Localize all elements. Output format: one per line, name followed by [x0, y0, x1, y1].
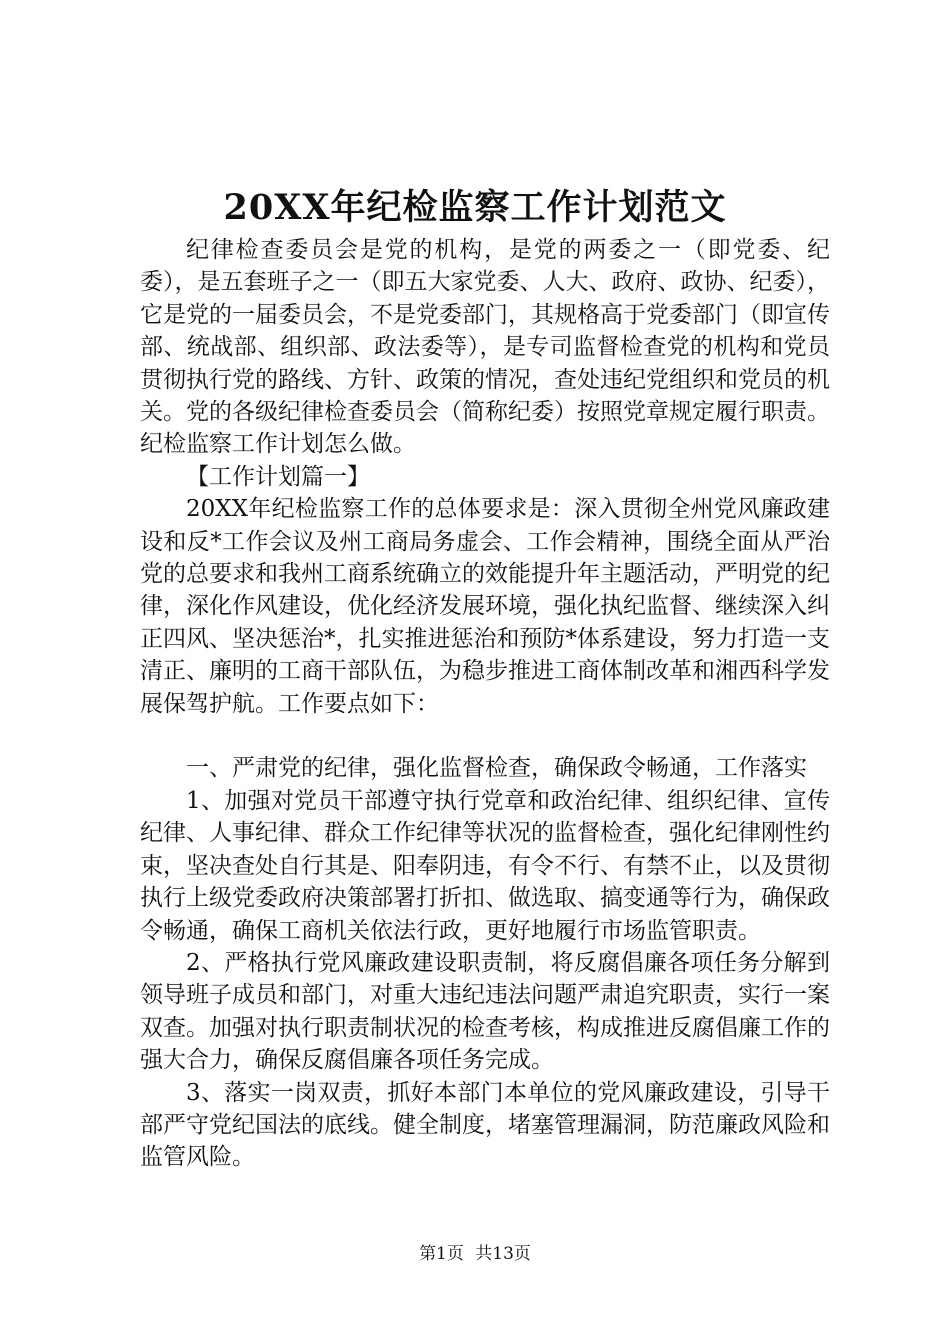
list-item-2: 2、严格执行党风廉政建设职责制，将反腐倡廉各项任务分解到领导班子成员和部门，对重大违纪违法问题严肃追究职责，实行一案双查。加强对执行职责制状况的检查考核，构成推进反腐倡廉工作的强大合力，确保反腐倡廉各项任务完成。 [140, 949, 830, 1074]
section-heading-one: 一、严肃党的纪律，强化监督检查，确保政令畅通，工作落实 [186, 755, 807, 782]
page-total: 共13页 [475, 1244, 531, 1264]
document-body [140, 234, 830, 1174]
section-heading-plan-one: 【工作计划篇一】 [186, 463, 370, 490]
intro-paragraph: 纪律检查委员会是党的机构，是党的两委之一（即党委、纪委），是五套班子之一（即五大家党委、人大、政府、政协、纪委），它是党的一届委员会，不是党委部门，其规格高于党委部门（即宣传部、统战部、组织部、政法委等），是专司监督检查党的机构和党员贯彻执行党的路线、方针、政策的情况，查处违纪党组织和党员的机关。党的各级纪律检查委员会（简称纪委）按照党章规定履行职责。纪检监察工作计划怎么做。 [140, 237, 830, 458]
list-item-1: 1、加强对党员干部遵守执行党章和政治纪律、组织纪律、宣传纪律、人事纪律、群众工作纪律等状况的监督检查，强化纪律刚性约束，坚决查处自行其是、阳奉阴违，有令不行、有禁不止，以及贯彻执行上级党委政府决策部署打折扣、做选取、搞变通等行为，确保政令畅通，确保工商机关依法行政，更好地履行市场监管职责。 [140, 787, 830, 944]
page-number: 第1页 [419, 1244, 464, 1264]
overall-requirement-paragraph: 20XX年纪检监察工作的总体要求是：深入贯彻全州党风廉政建设和反*工作会议及州工商局务虚会、工作会精神，围绕全面从严治党的总要求和我州工商系统确立的效能提升年主题活动，严明党的纪律，深化作风建设，优化经济发展环境，强化执纪监督、继续深入纠正四风、坚决惩治*，扎实推进惩治和预防*体系建设，努力打造一支清正、廉明的工商干部队伍，为稳步推进工商体制改革和湘西科学发展保驾护航。工作要点如下： [140, 496, 830, 717]
page-title: 20XX年纪检监察工作计划范文 [223, 187, 727, 228]
list-item-3: 3、落实一岗双责，抓好本部门本单位的党风廉政建设，引导干部严守党纪国法的底线。健全制度，堵塞管理漏洞，防范廉政风险和监管风险。 [140, 1079, 830, 1171]
page-footer [0, 1242, 950, 1266]
